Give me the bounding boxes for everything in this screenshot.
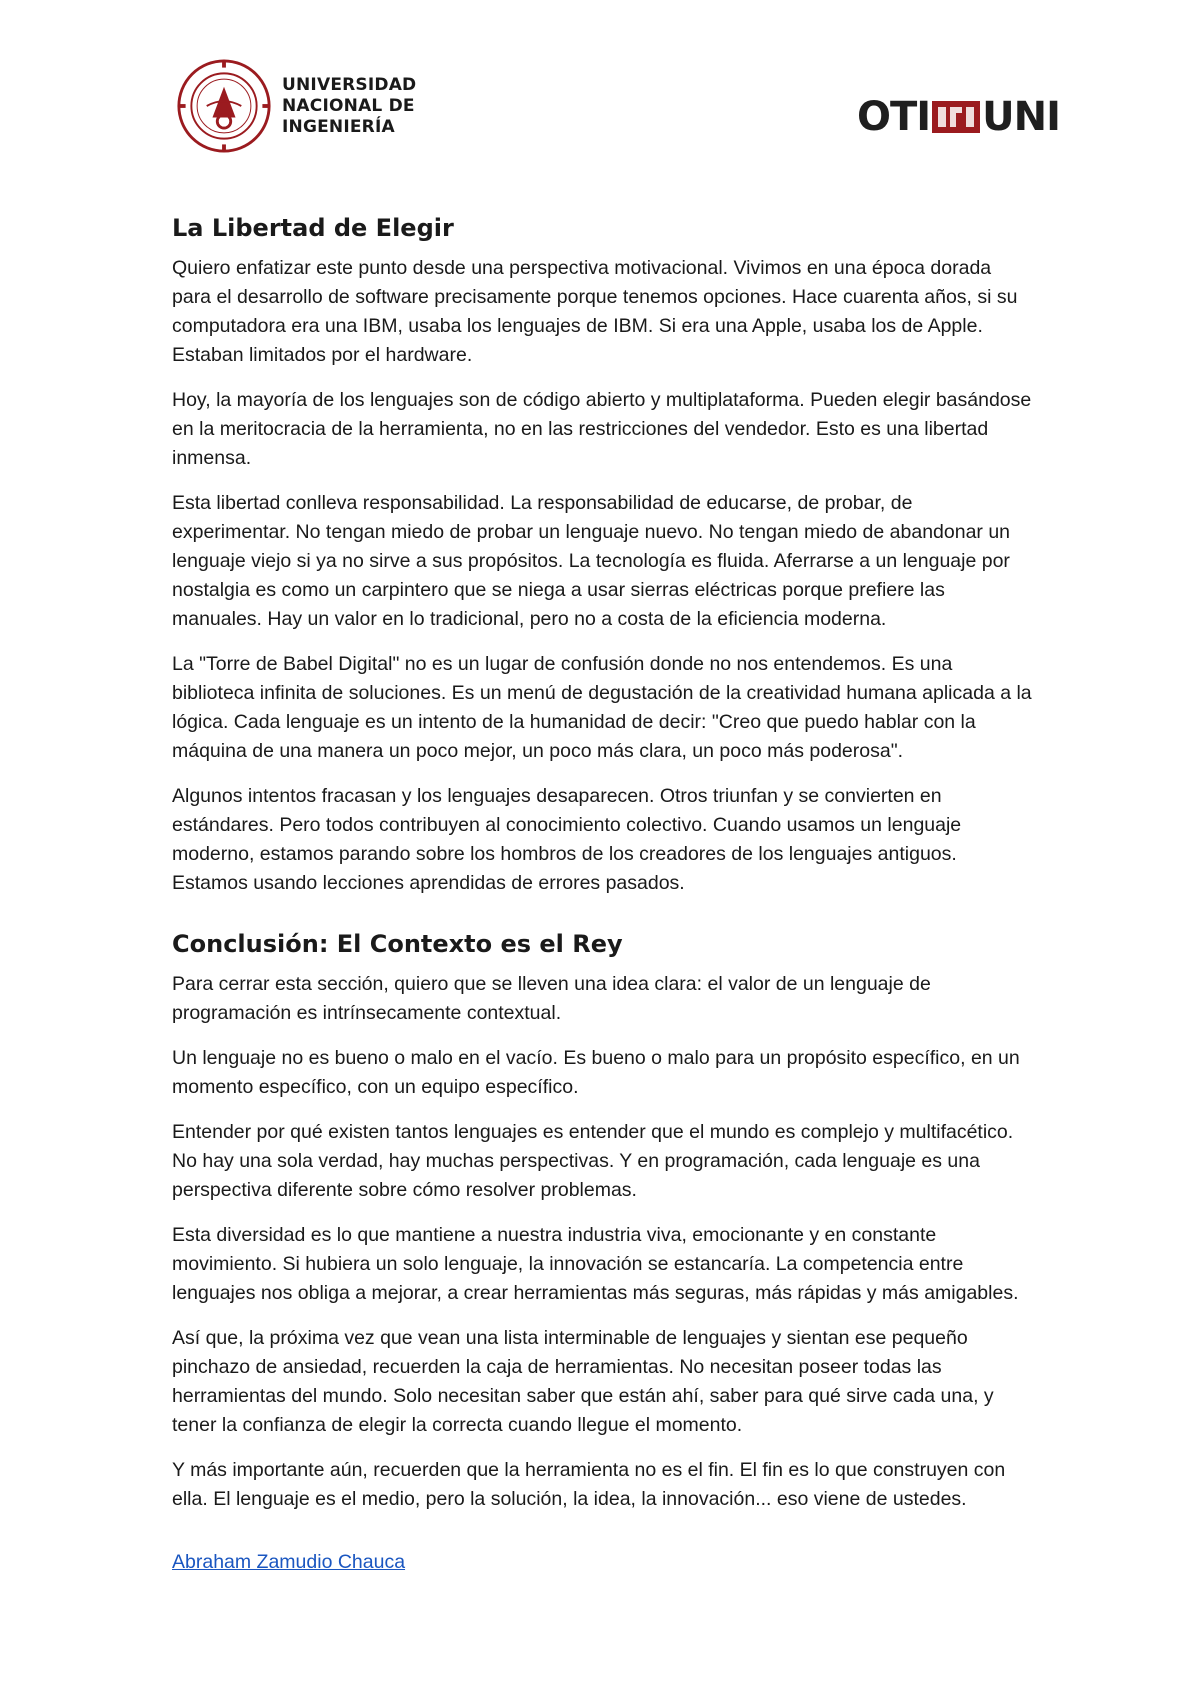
paragraph: Hoy, la mayoría de los lenguajes son de código abierto y multiplataforma. Pueden elegir basándose en la meritocracia de la herramienta, no en las restricciones del vendedor. Esto es una libertad inmensa. <box>172 389 1032 469</box>
paragraph: Y más importante aún, recuerden que la herramienta no es el fin. El fin es lo que construyen con ella. El lenguaje es el medio, pero la solución, la idea, la innovación... eso viene de ustedes. <box>172 1459 1006 1510</box>
university-seal-icon <box>176 58 272 154</box>
document-body <box>172 212 1032 1577</box>
uni-logo-text: UNI <box>982 94 1061 140</box>
paragraph: Quiero enfatizar este punto desde una perspectiva motivacional. Vivimos en una época dorada para el desarrollo de software precisamente porque tenemos opciones. Hace cuarenta años, si su computadora era una IBM, usaba los lenguajes de IBM. Si era una Apple, usaba los de Apple. Estaban limitados por el hardware. <box>172 257 1018 366</box>
oti-logo-mark-icon <box>932 97 980 137</box>
paragraph: Esta diversidad es lo que mantiene a nuestra industria viva, emocionante y en constante movimiento. Si hubiera un solo lenguaje, la innovación se estancaría. La competencia entre lenguajes nos obliga a mejorar, a crear herramientas más seguras, más rápidas y más amigables. <box>172 1224 1019 1304</box>
paragraph: Algunos intentos fracasan y los lenguajes desaparecen. Otros triunfan y se convierten en estándares. Pero todos contribuyen al conocimiento colectivo. Cuando usamos un lenguaje moderno, estamos parando sobre los hombros de los creadores de los lenguajes antiguos. Estamos usando lecciones aprendidas de errores pasados. <box>172 785 962 894</box>
author-link[interactable]: Abraham Zamudio Chauca <box>172 1551 406 1573</box>
paragraph: La "Torre de Babel Digital" no es un lugar de confusión donde no nos entendemos. Es una biblioteca infinita de soluciones. Es un menú de degustación de la creatividad humana aplicada a la lógica. Cada lenguaje es un intento de la humanidad de decir: "Creo que puedo hablar con la máquina de una manera un poco mejor, un poco más clara, un poco más poderosa". <box>172 653 1032 762</box>
paragraph: Así que, la próxima vez que vean una lista interminable de lenguajes y sientan ese pequeño pinchazo de ansiedad, recuerden la caja de herramientas. No necesitan poseer todas las herramientas del mundo. Solo necesitan saber que están ahí, saber para qué sirve cada una, y tener la confianza de elegir la correcta cuando llegue el momento. <box>172 1327 994 1436</box>
section-title-libertad: La Libertad de Elegir <box>172 214 454 242</box>
page-header <box>0 0 1192 170</box>
university-name-line: UNIVERSIDAD <box>282 74 417 95</box>
section-title-conclusion: Conclusión: El Contexto es el Rey <box>172 930 623 958</box>
paragraph: Un lenguaje no es bueno o malo en el vacío. Es bueno o malo para un propósito específico, en un momento específico, con un equipo específico. <box>172 1047 1020 1098</box>
oti-uni-logo <box>857 94 1061 140</box>
paragraph: Para cerrar esta sección, quiero que se lleven una idea clara: el valor de un lenguaje de programación es intrínsecamente contextual. <box>172 973 931 1024</box>
oti-logo-text: OTI <box>857 94 931 140</box>
university-name-line: NACIONAL DE <box>282 95 415 116</box>
university-logo <box>176 58 416 154</box>
university-name-line: INGENIERÍA <box>282 116 395 137</box>
paragraph: Esta libertad conlleva responsabilidad. La responsabilidad de educarse, de probar, de experimentar. No tengan miedo de probar un lenguaje nuevo. No tengan miedo de abandonar un lenguaje viejo si ya no sirve a sus propósitos. La tecnología es fluida. Aferrarse a un lenguaje por nostalgia es como un carpintero que se niega a usar sierras eléctricas porque prefiere las manuales. Hay un valor en lo tradicional, pero no a costa de la eficiencia moderna. <box>172 492 1011 630</box>
paragraph: Entender por qué existen tantos lenguajes es entender que el mundo es complejo y multifacético. No hay una sola verdad, hay muchas perspectivas. Y en programación, cada lenguaje es una perspectiva diferente sobre cómo resolver problemas. <box>172 1121 1014 1201</box>
university-name <box>282 75 416 138</box>
